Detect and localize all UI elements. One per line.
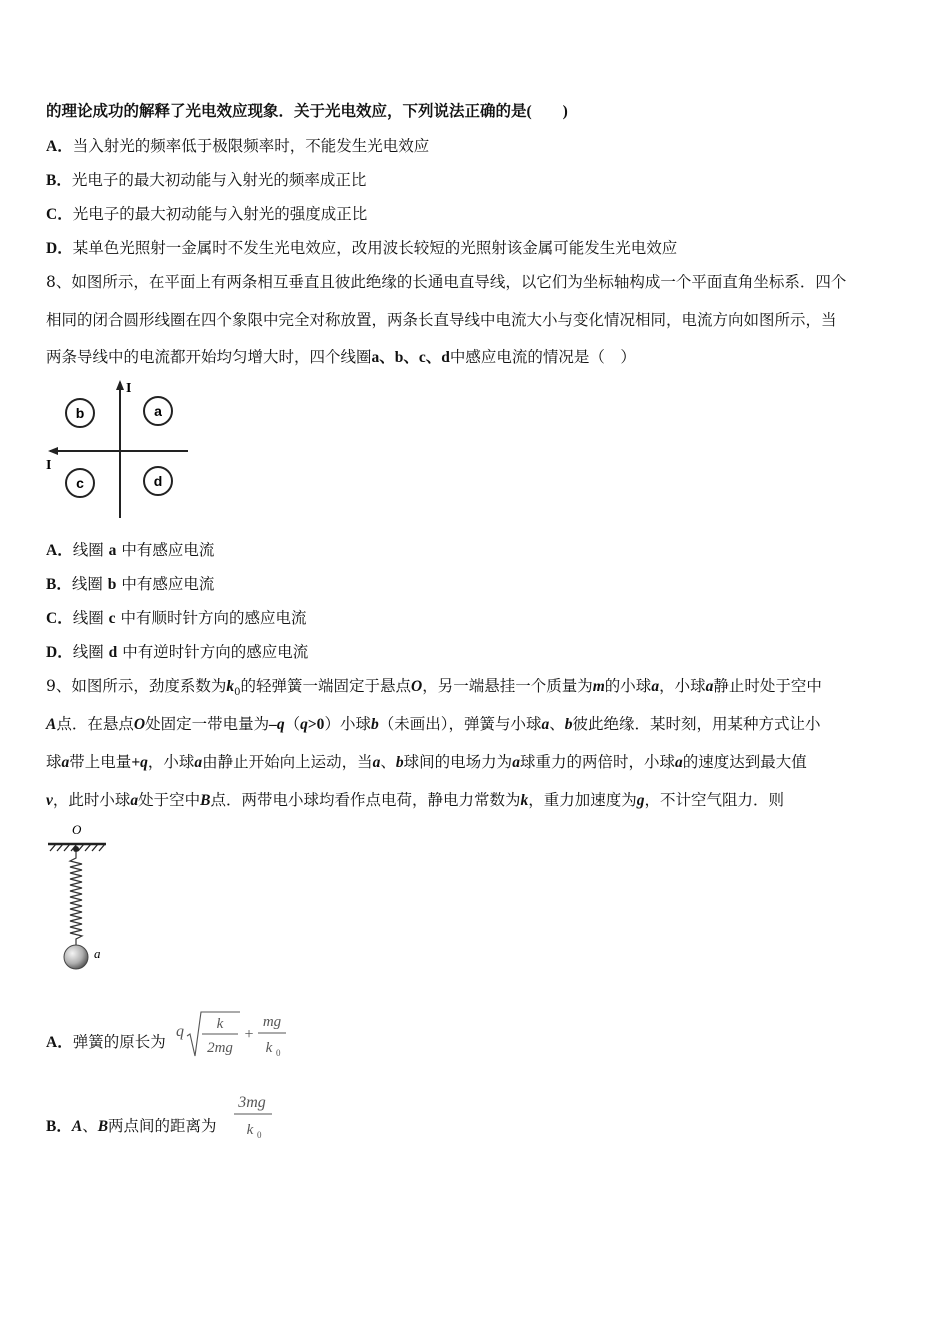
pivot-point [73,846,79,852]
current-label-horizontal: I [46,458,52,473]
q7-stem: 的理论成功的解释了光电效应现象．关于光电效应，下列说法正确的是( ) [46,103,568,120]
q9-stem-line1: 9、如图所示，劲度系数为$k_0$的轻弹簧一端固定于悬点O，另一端悬挂一个质量为m的小球a，小球a静止时处于空中 [46,677,822,699]
formula-q: q [176,1023,184,1040]
formula-den: k [246,1122,254,1138]
current-label-vertical: I [126,381,132,396]
q9-option-b-formula [230,1088,280,1144]
ball-a-label: a [94,946,101,961]
q7-option-d: D．某单色光照射一金属时不发生光电效应，改用波长较短的光照射该金属可能发生光电效应 [46,239,678,257]
formula-num: k [216,1016,224,1032]
coil-d-label: d [153,473,163,489]
q9-spring-figure [44,820,114,978]
formula-den-sub: 0 [257,1130,262,1140]
q9-option-a-formula [174,1006,292,1062]
arrow-left-icon [48,447,58,455]
formula-den: 2mg [207,1040,233,1056]
arrow-up-icon [116,380,124,390]
q7-option-c: C．光电子的最大初动能与入射光的强度成正比 [46,205,368,223]
q8-option-a: A．线圈 a 中有感应电流 [46,541,215,559]
q8-stem-line3: 两条导线中的电流都开始均匀增大时，四个线圈a、b、c、d中感应电流的情况是（ ） [46,348,636,366]
ball-a [64,945,88,969]
q8-option-d: D．线圈 d 中有逆时针方向的感应电流 [46,643,309,661]
formula-plus: + [244,1026,254,1043]
q9-option-a: A．弹簧的原长为 [46,1033,166,1051]
q8-stem-line1: 8、如图所示，在平面上有两条相互垂直且彼此绝缘的长通电直导线，以它们为坐标轴构成一个平面直角坐标系．四个 [46,273,847,291]
q8-option-c: C．线圈 c 中有顺时针方向的感应电流 [46,609,307,627]
formula-num: 3mg [238,1094,266,1111]
formula-den2: k [265,1040,273,1056]
q7-option-b: B．光电子的最大初动能与入射光的频率成正比 [46,171,367,189]
coil-c-label: c [76,475,84,491]
q9-stem-line2: A点．在悬点O处固定一带电量为–q（q>0）小球b（未画出），弹簧与小球a、b彼此绝缘．某时刻，用某种方式让小 [46,715,821,733]
q9-option-b: B．A、B两点间的距离为 [46,1117,217,1135]
coil-a-label: a [154,403,162,419]
q9-stem-line3: 球a带上电量+q，小球a由静止开始向上运动，当a、b球间的电场力为a球重力的两倍时，小球a的速度达到最大值 [46,753,807,771]
q9-stem-line4: v，此时小球a处于空中B点．两带电小球均看作点电荷，静电力常数为k，重力加速度为g，不计空气阻力．则 [46,791,785,809]
formula-den2-sub: 0 [276,1048,281,1058]
point-o-label: O [72,822,82,837]
spring [70,852,82,946]
q7-option-a: A．当入射光的频率低于极限频率时，不能发生光电效应 [46,137,430,155]
q8-option-b: B．线圈 b 中有感应电流 [46,575,215,593]
coil-b-label: b [75,405,85,421]
q8-coil-figure [44,378,194,522]
formula-num2: mg [262,1014,282,1030]
q8-stem-line2: 相同的闭合圆形线圈在四个象限中完全对称放置，两条长直导线中电流大小与变化情况相同，电流方向如图所示，当 [46,311,837,329]
